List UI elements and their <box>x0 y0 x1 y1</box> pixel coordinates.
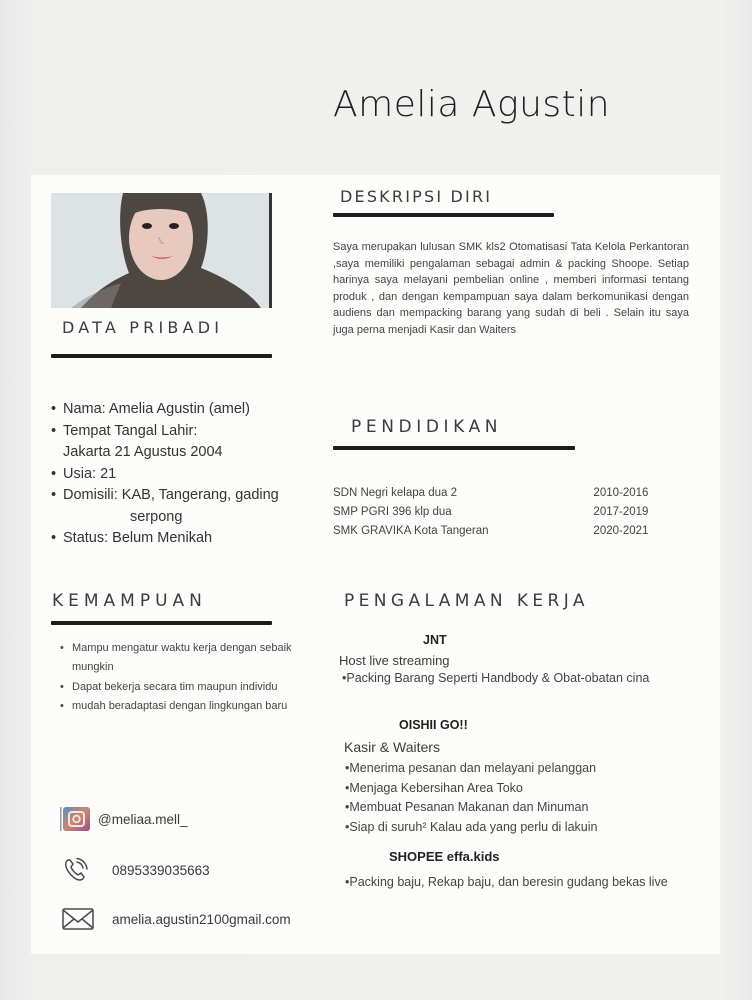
personal-item-birth-label: • Tempat Tangal Lahir: <box>51 421 279 443</box>
job-company: JNT <box>423 633 447 647</box>
data-pribadi-heading: DATA PRIBADI <box>62 318 224 337</box>
skill-item: • Dapat bekerja secara tim maupun individu <box>60 678 295 697</box>
job-company: OISHII GO!! <box>399 718 468 732</box>
phone-icon <box>62 856 90 884</box>
self-description: Saya merupakan lulusan SMK kls2 Otomatisasi Tata Kelola Perkantoran ,saya memiliki pengalaman sebagai admin & packing Shoope. Setiap harinya saya melayani pembelian online , memberi informasi tentang produk , dan dengan kempampuan saya dalam berkomunikasi dengan audiens dan mempacking barang yang sudah di beli . Selain itu saya juga perna menjadi Kasir dan Waiters <box>333 241 689 336</box>
education-years: 2017-2019 <box>593 506 649 518</box>
profile-photo <box>51 193 270 308</box>
contact-instagram[interactable] <box>60 806 187 832</box>
pendidikan-rule <box>333 446 575 450</box>
job-duty: •Siap di suruh² Kalau ada yang perlu di lakuin <box>345 819 598 834</box>
resume-name-title: Amelia Agustin <box>333 84 611 125</box>
personal-item-status: • Status: Belum Menikah <box>51 528 279 550</box>
pendidikan-heading: PENDIDIKAN <box>351 417 503 437</box>
instagram-handle: @meliaa.mell_ <box>98 811 188 827</box>
deskripsi-diri-rule <box>333 213 554 217</box>
personal-data-list <box>51 399 279 550</box>
job-duty: •Membuat Pesanan Makanan dan Minuman <box>345 800 589 814</box>
education-school: SMK GRAVIKA Kota Tangeran <box>333 525 489 537</box>
job-duties: •Packing Barang Seperti Handbody & Obat-obatan cina <box>342 671 650 685</box>
skills-list <box>60 639 295 716</box>
kemampuan-rule <box>51 621 272 625</box>
resume-card <box>31 175 720 954</box>
personal-item-domicile-cont: serpong <box>130 508 183 525</box>
education-row <box>333 484 663 503</box>
job-company: SHOPEE effa.kids <box>389 849 500 864</box>
job-duty: •Menerima pesanan dan melayani pelanggan <box>345 761 597 775</box>
personal-item-birth-value: Jakarta 21 Agustus 2004 <box>63 444 223 460</box>
photo-border-line <box>269 193 272 308</box>
skill-item: • mudah beradaptasi dengan lingkungan baru <box>60 697 295 716</box>
portrait-image <box>51 193 270 308</box>
deskripsi-diri-heading: DESKRIPSI DIRI <box>340 187 493 206</box>
job-duty: •Menjaga Kebersihan Area Toko <box>345 780 523 795</box>
email-address: amelia.agustin2100gmail.com <box>112 911 291 927</box>
education-table <box>333 484 663 541</box>
kemampuan-heading: KEMAMPUAN <box>52 591 207 611</box>
education-row <box>333 522 663 541</box>
skill-item: • Mampu mengatur waktu kerja dengan sebaik mungkin <box>60 639 295 678</box>
education-years: 2020-2021 <box>593 525 649 537</box>
pengalaman-kerja-heading: PENGALAMAN KERJA <box>344 591 589 611</box>
job-duties-list <box>345 759 685 837</box>
job-role: Kasir & Waiters <box>344 739 440 755</box>
personal-item-age: • Usia: 21 <box>51 464 279 486</box>
education-row <box>333 503 663 522</box>
instagram-icon <box>60 806 92 832</box>
job-duties: •Packing baju, Rekap baju, dan beresin gudang bekas live <box>345 875 668 889</box>
education-school: SDN Negri kelapa dua 2 <box>333 487 458 499</box>
contact-email[interactable] <box>62 907 291 931</box>
personal-item-domicile: • Domisili: KAB, Tangerang, gading <box>51 485 279 507</box>
mail-icon <box>62 907 94 931</box>
education-years: 2010-2016 <box>593 487 649 499</box>
phone-number: 0895339035663 <box>112 862 210 878</box>
contact-phone[interactable] <box>62 856 210 884</box>
personal-item-name: • Nama: Amelia Agustin (amel) <box>51 399 279 421</box>
data-pribadi-rule <box>51 354 272 358</box>
job-role: Host live streaming <box>339 653 450 668</box>
education-school: SMP PGRI 396 klp dua <box>333 506 452 518</box>
